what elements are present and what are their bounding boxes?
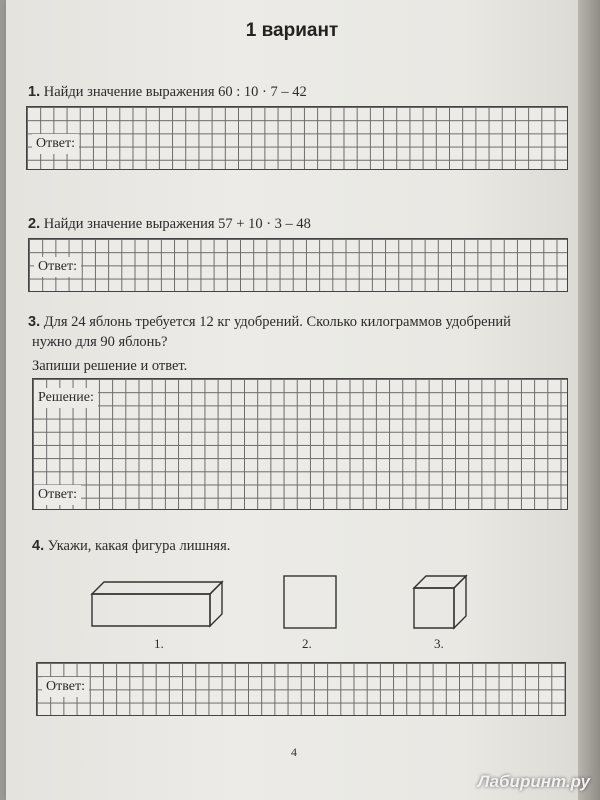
task-4-text bbox=[32, 538, 230, 555]
task-2-question: Найди значение выражения 57 + 10 · 3 – 48 bbox=[43, 216, 311, 232]
task-3-solution-grid[interactable] bbox=[32, 378, 568, 510]
task-1-answer-label: Ответ: bbox=[32, 134, 79, 154]
task-2-answer-label: Ответ: bbox=[34, 257, 81, 277]
figure-3-label: 3. bbox=[434, 636, 444, 651]
task-4-number: 4. bbox=[32, 538, 45, 554]
cube-icon bbox=[412, 574, 468, 630]
page-title: 1 вариант bbox=[245, 20, 339, 41]
task-4-answer-grid[interactable] bbox=[36, 662, 566, 716]
task-3-answer-label: Ответ: bbox=[34, 485, 81, 505]
task-2-text bbox=[28, 216, 311, 233]
task-1-text bbox=[28, 84, 307, 101]
task-1-question: Найди значение выражения 60 : 10 · 7 – 42 bbox=[43, 84, 307, 100]
task-1-answer-grid[interactable] bbox=[26, 106, 568, 170]
task-3-number: 3. bbox=[28, 314, 41, 330]
task-4-answer-label: Ответ: bbox=[42, 677, 89, 697]
task-3-instruction: Запиши решение и ответ. bbox=[32, 358, 188, 374]
page-number: 4 bbox=[291, 745, 297, 759]
task-3-solution-label: Решение: bbox=[34, 388, 98, 408]
task-4-question: Укажи, какая фигура лишняя. bbox=[47, 538, 231, 554]
task-3-question-line1: Для 24 яблонь требуется 12 кг удобрений. Сколько килограммов удобрений bbox=[43, 314, 511, 330]
task-2-number: 2. bbox=[28, 216, 41, 232]
task-3-text-line1 bbox=[28, 314, 511, 331]
rectangular-prism-icon bbox=[90, 578, 230, 628]
square-icon bbox=[282, 574, 338, 630]
task-2-answer-grid[interactable] bbox=[28, 238, 568, 292]
watermark-logo: Лабиринт.ру bbox=[477, 772, 590, 791]
page-edge bbox=[578, 0, 600, 800]
task-3-question-line2: нужно для 90 яблонь? bbox=[32, 334, 168, 350]
figure-1-label: 1. bbox=[154, 636, 164, 651]
figure-2-label: 2. bbox=[302, 636, 312, 651]
page-sheet bbox=[6, 0, 578, 800]
task-1-number: 1. bbox=[28, 84, 41, 100]
